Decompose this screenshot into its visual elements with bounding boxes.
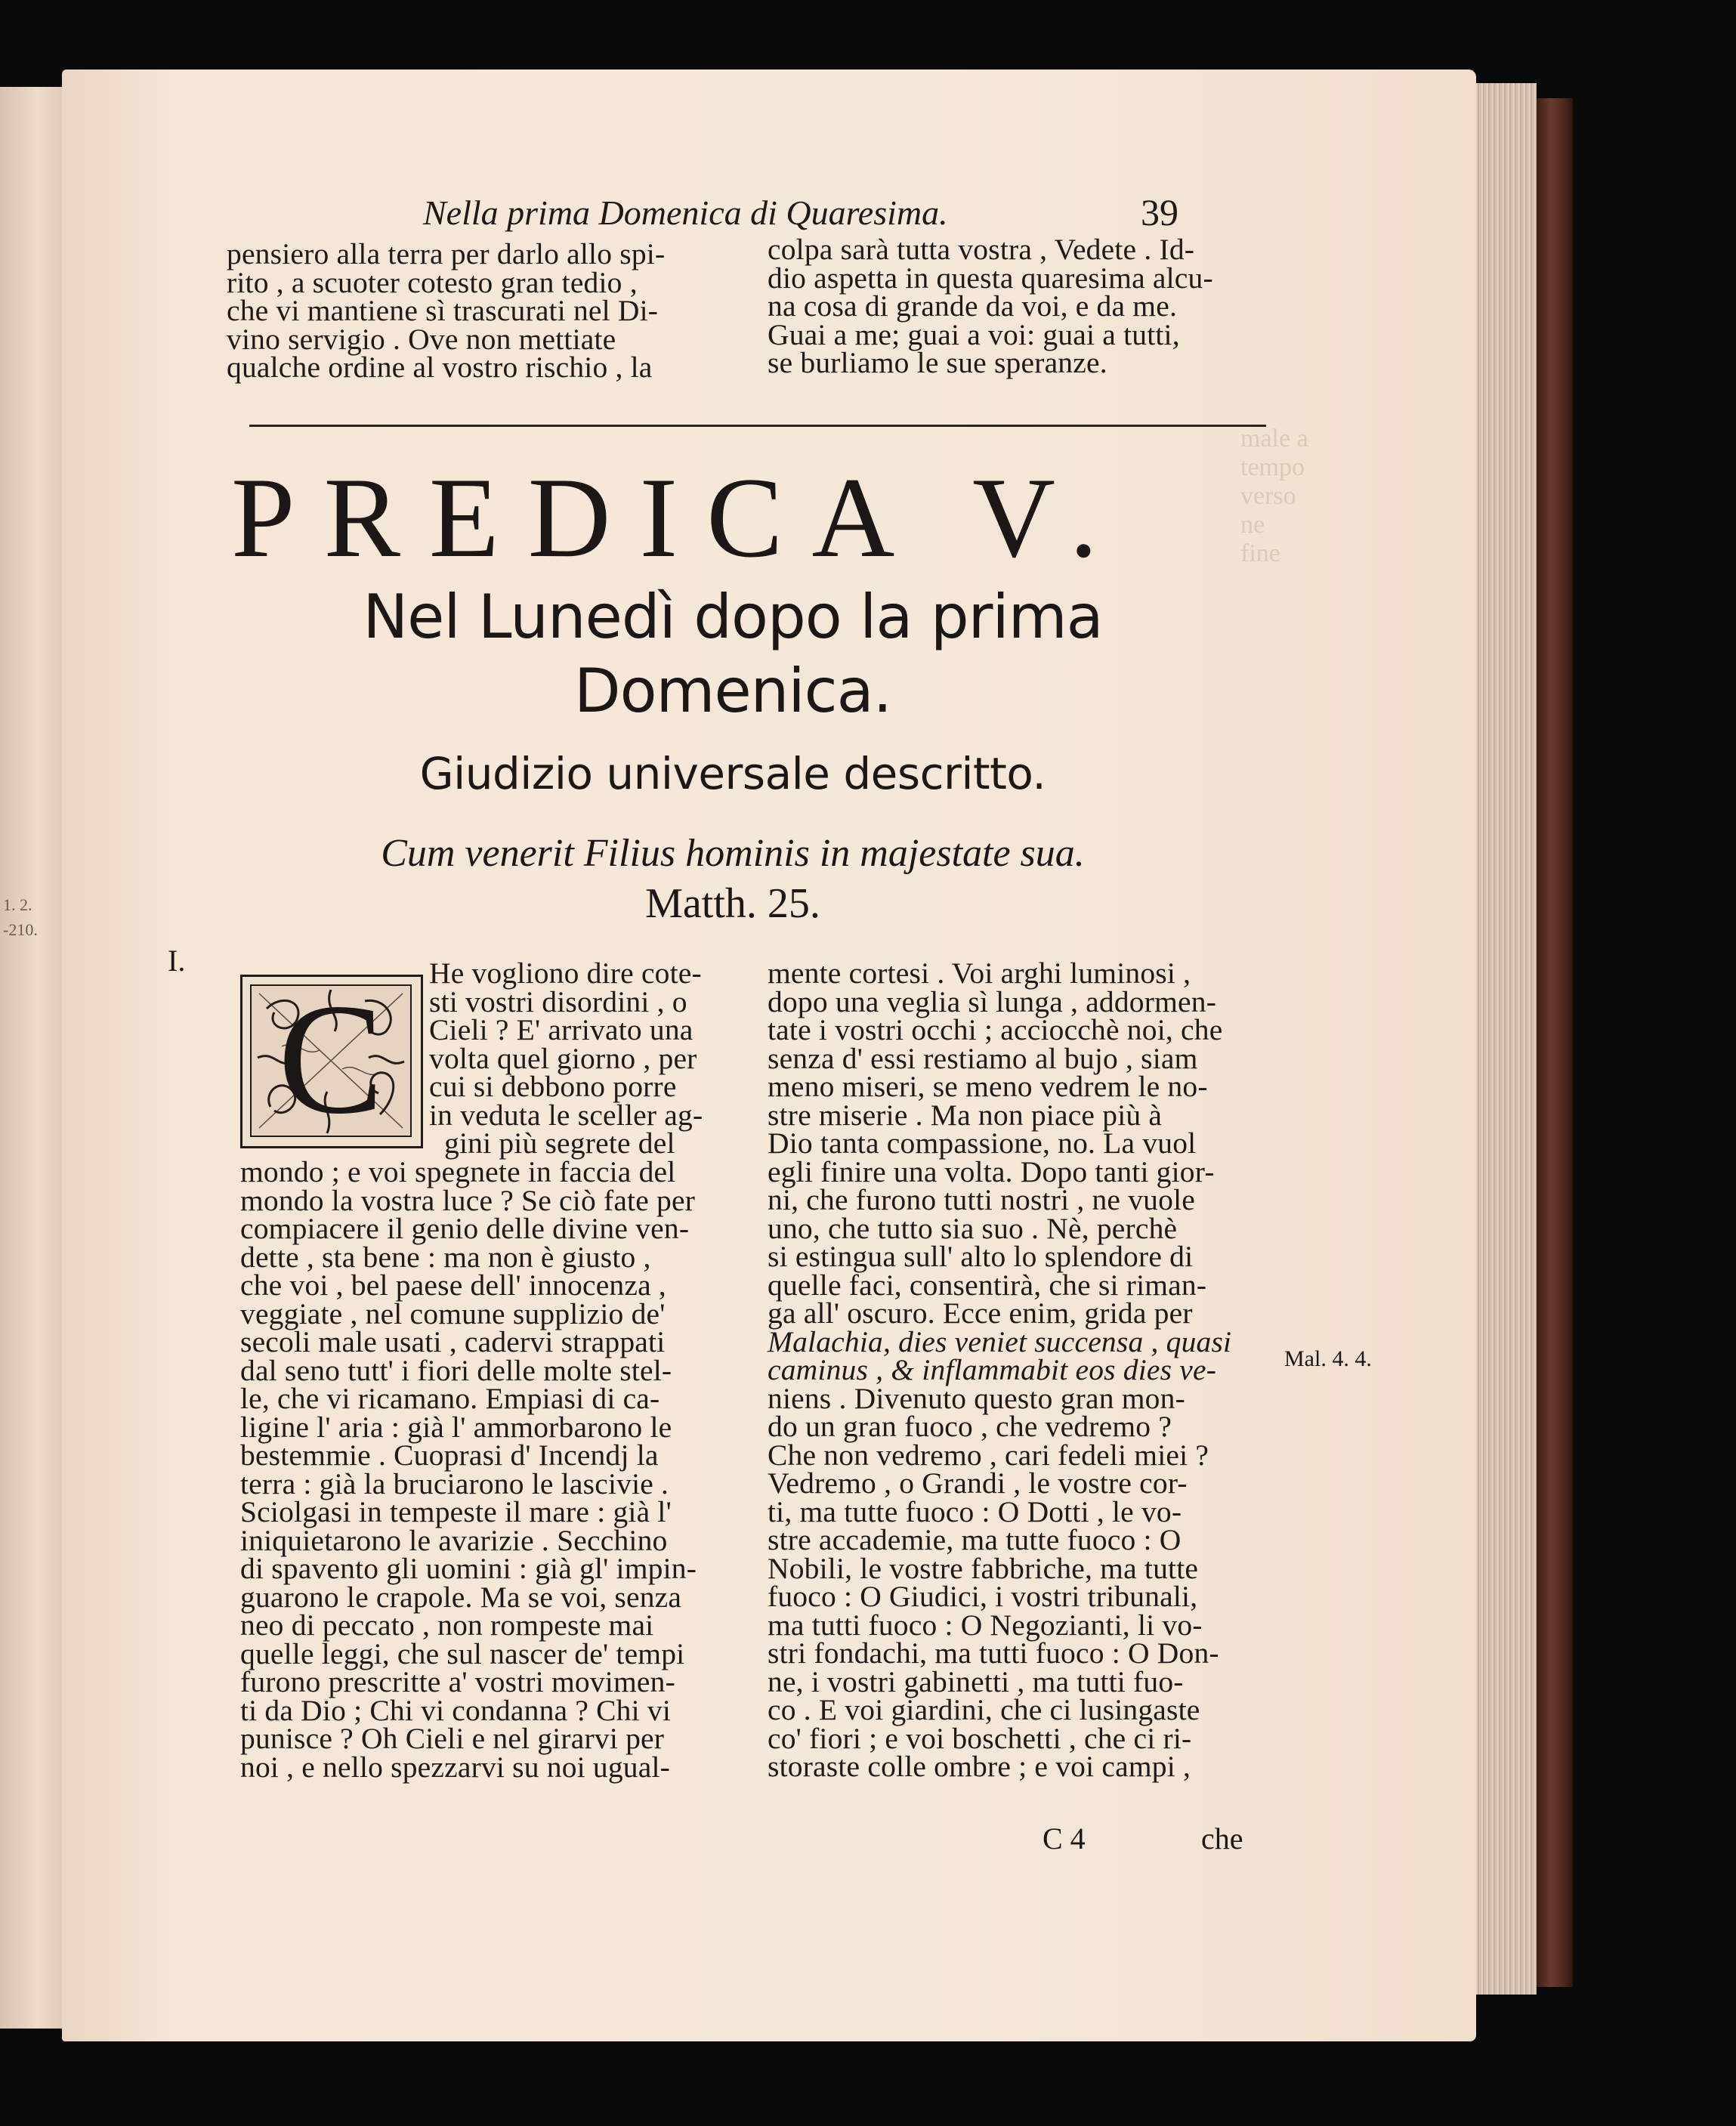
- text-line: storaste colle ombre ; e voi campi ,: [768, 1750, 1191, 1783]
- text-line: ti da Dio ; Chi vi condanna ? Chi vi: [240, 1693, 671, 1727]
- right-column-body: [768, 956, 1232, 1783]
- epigraph: Cum venerit Filius hominis in majestate sua.: [381, 832, 1085, 875]
- margin-note: Mal. 4. 4.: [1284, 1346, 1372, 1371]
- text-line: ga all' oscuro. Ecce enim, grida per: [768, 1296, 1193, 1330]
- page-block-edges: [1475, 83, 1537, 1995]
- text-line: quelle leggi, che sul nascer de' tempi: [240, 1636, 685, 1670]
- text-line: si estingua sull' alto lo splendore di: [768, 1240, 1194, 1273]
- text-line: stri fondachi, ma tutti fuoco : O Don-: [768, 1636, 1219, 1670]
- text-line: mente cortesi . Voi arghi luminosi ,: [768, 956, 1191, 990]
- text-line: mondo ; e voi spegnete in faccia del: [240, 1155, 676, 1188]
- text-line: uno, che tutto sia suo . Nè, perchè: [768, 1211, 1178, 1245]
- text-line: neo di peccato , non rompeste mai: [240, 1608, 654, 1642]
- text-line: tate i vostri occhi ; acciocchè noi, che: [768, 1013, 1223, 1046]
- text-line: rito , a scuoter cotesto gran tedio ,: [227, 265, 638, 299]
- text-line: ma tutti fuoco : O Negozianti, li vo-: [768, 1608, 1203, 1642]
- text-line: fuoco : O Giudici, i vostri tribunali,: [768, 1580, 1198, 1613]
- text-line: senza d' essi restiamo al bujo , siam: [768, 1041, 1198, 1075]
- text-line: Che non vedremo , cari fedeli miei ?: [768, 1438, 1209, 1472]
- top-right-column: [768, 233, 1213, 379]
- text-line: ligine l' aria : già l' ammorbarono le: [240, 1410, 672, 1444]
- text-line: meno miseri, se meno vedrem le no-: [768, 1070, 1208, 1103]
- page-number: 39: [1141, 191, 1178, 233]
- text-line: sti vostri disordini , o: [429, 984, 687, 1018]
- text-line: do un gran fuoco , che vedremo ?: [768, 1410, 1172, 1443]
- text-line: caminus , & inflammabit eos dies ve-: [768, 1353, 1217, 1386]
- running-head: Nella prima Domenica di Quaresima.: [423, 193, 948, 232]
- text-line: le, che vi ricamano. Empiasi di ca-: [240, 1382, 660, 1415]
- text-line: co' fiori ; e voi boschetti , che ci ri-: [768, 1721, 1192, 1755]
- text-line: stre miserie . Ma non piace più à: [768, 1098, 1163, 1132]
- left-page-edge: [0, 87, 62, 2029]
- text-line: colpa sarà tutta vostra , Vedete . Id-: [768, 233, 1195, 266]
- text-line: ni, che furono tutti nostri , ne vuole: [768, 1183, 1195, 1216]
- text-line: pensiero alla terra per darlo allo spi-: [227, 237, 666, 270]
- text-line: Cieli ? E' arrivato una: [429, 1013, 693, 1046]
- text-line: punisce ? Oh Cieli e nel girarvi per: [240, 1722, 665, 1755]
- bleed-through: male a tempo verso ne fine: [1240, 425, 1308, 567]
- text-line: dette , sta bene : ma non è giusto ,: [240, 1240, 651, 1274]
- text-line: che voi , bel paese dell' innocenza ,: [240, 1268, 666, 1302]
- text-line: qualche ordine al vostro rischio , la: [227, 351, 653, 384]
- top-left-column: [227, 237, 666, 384]
- sermon-subject: Giudizio universale descritto.: [419, 748, 1046, 799]
- text-line: volta quel giorno , per: [429, 1041, 697, 1075]
- text-line: ne, i vostri gabinetti , ma tutti fuo-: [768, 1664, 1184, 1698]
- text-line: Dio tanta compassione, no. La vuol: [768, 1126, 1197, 1160]
- left-column-body: [240, 1155, 697, 1784]
- text-line: Vedremo , o Grandi , le vostre cor-: [768, 1466, 1188, 1500]
- text-line: ti, ma tutte fuoco : O Dotti , le vo-: [768, 1494, 1182, 1528]
- text-line: na cosa di grande da voi, e da me.: [768, 289, 1178, 323]
- text-line: veggiate , nel comune supplizio de': [240, 1296, 666, 1330]
- text-line: Guai a me; guai a voi: guai a tutti,: [768, 317, 1180, 351]
- sermon-subtitle-line-1: Nel Lunedì dopo la prima: [363, 582, 1103, 652]
- text-line: Sciolgasi in tempeste il mare : già l': [240, 1495, 672, 1528]
- section-number: I.: [168, 944, 186, 978]
- text-line: di spavento gli uomini : già gl' impin-: [240, 1552, 697, 1585]
- decorated-initial: [240, 975, 423, 1148]
- sermon-title: PREDICA V.: [231, 454, 1127, 581]
- text-line: compiacere il genio delle divine ven-: [240, 1212, 690, 1245]
- text-line: furono prescritte a' vostri movimen-: [240, 1665, 675, 1698]
- text-line: noi , e nello spezzarvi su noi ugual-: [240, 1750, 671, 1784]
- text-line: iniquietarono le avarizie . Secchino: [240, 1523, 668, 1557]
- section-rule: [249, 425, 1266, 427]
- text-line: in veduta le sceller ag-: [429, 1098, 703, 1132]
- text-line: bestemmie . Cuoprasi d' Incendj la: [240, 1438, 659, 1472]
- text-line: dopo una veglia sì lunga , addormen-: [768, 984, 1217, 1018]
- text-line: Nobili, le vostre fabbriche, ma tutte: [768, 1551, 1199, 1585]
- catchword: che: [1201, 1822, 1243, 1856]
- text-line: che vi mantiene sì trascurati nel Di-: [227, 294, 659, 327]
- citation: Matth. 25.: [645, 880, 820, 927]
- left-page-fragment: 1. 2.: [3, 895, 32, 914]
- text-line: egli finire una volta. Dopo tanti gior-: [768, 1154, 1215, 1188]
- text-line: quelle faci, consentirà, che si riman-: [768, 1268, 1207, 1302]
- text-line: dal seno tutt' i fiori delle molte stel-: [240, 1353, 672, 1387]
- text-line: mondo la vostra luce ? Se ciò fate per: [240, 1183, 696, 1217]
- text-line: secoli male usati , cadervi strappati: [240, 1325, 666, 1358]
- text-line: guarono le crapole. Ma se voi, senza: [240, 1580, 682, 1614]
- text-line: vino servigio . Ove non mettiate: [227, 322, 616, 356]
- signature-mark: C 4: [1043, 1822, 1086, 1856]
- text-line: dio aspetta in questa quaresima alcu-: [768, 261, 1213, 295]
- text-line: Malachia, dies veniet succensa , quasi: [768, 1324, 1232, 1358]
- initial-letter: C: [277, 984, 385, 1137]
- text-line: gini più segrete del: [444, 1126, 675, 1160]
- text-line: co . E voi giardini, che ci lusingaste: [768, 1693, 1200, 1726]
- text-line: se burliamo le sue speranze.: [768, 346, 1107, 379]
- text-line: cui si debbono porre: [429, 1070, 677, 1103]
- left-page-fragment: -210.: [3, 920, 38, 939]
- text-line: He vogliono dire cote-: [429, 956, 702, 990]
- sermon-subtitle-line-2: Domenica.: [573, 656, 892, 726]
- text-line: terra : già la bruciarono le lascivie .: [240, 1466, 669, 1500]
- text-line: stre accademie, ma tutte fuoco : O: [768, 1523, 1182, 1556]
- book-cover-edge: [1537, 98, 1573, 1987]
- col1-beside-initial: [429, 956, 703, 1160]
- text-line: niens . Divenuto questo gran mon-: [768, 1381, 1185, 1415]
